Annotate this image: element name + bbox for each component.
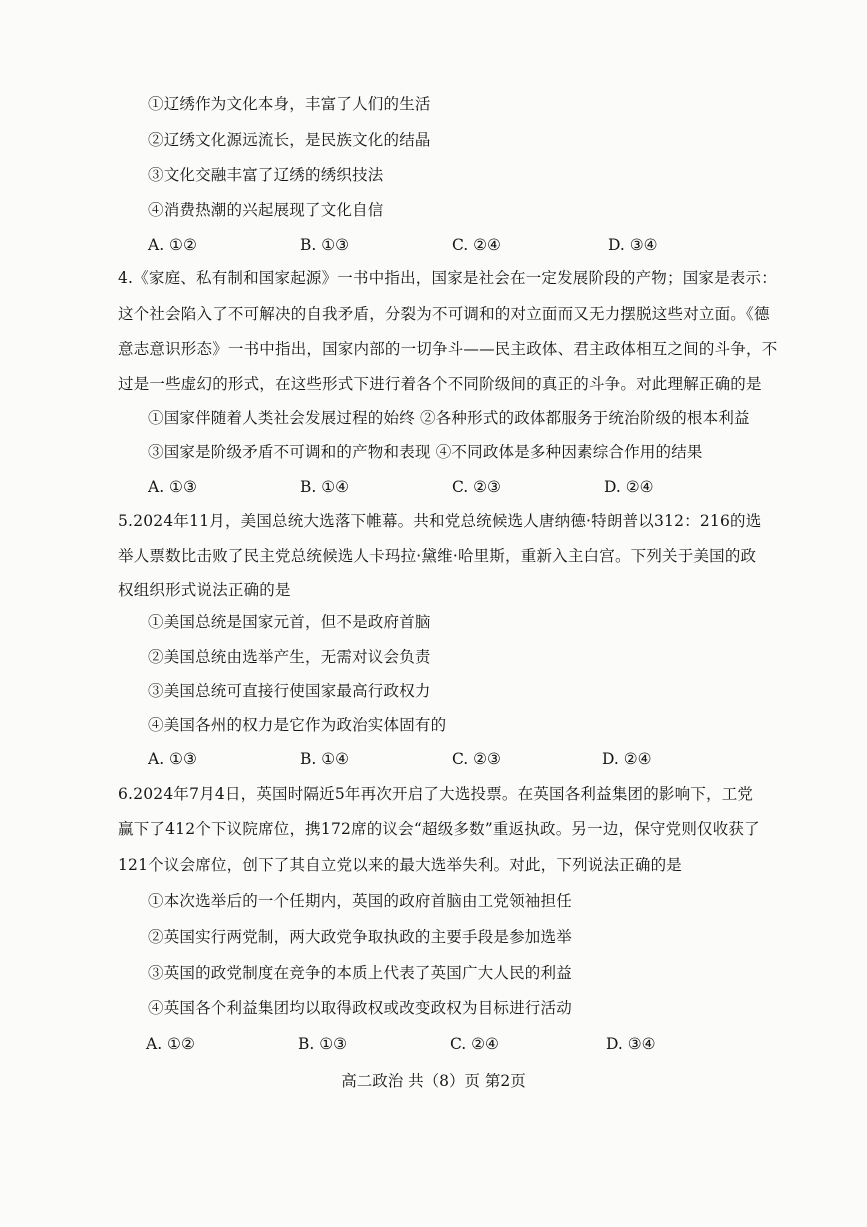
q4-option-c: C. ②③ [452, 478, 501, 496]
q6-statement-4: ④英国各个利益集团均以取得政权或改变政权为目标进行活动 [148, 999, 572, 1017]
q5-option-a: A. ①③ [148, 750, 197, 768]
option-c: C. ②④ [452, 236, 501, 254]
q4-option-b: B. ①④ [300, 478, 350, 496]
statement-1: ①辽绣作为文化本身，丰富了人们的生活 [148, 95, 431, 113]
q4-statements-line-1: ①国家伴随着人类社会发展过程的始终 ②各种形式的政体都服务于统治阶级的根本利益 [148, 409, 750, 427]
q6-statement-2: ②英国实行两党制，两大政党争取执政的主要手段是参加选举 [148, 928, 572, 946]
option-d: D. ③④ [608, 236, 658, 254]
q6-option-b: B. ①③ [298, 1035, 348, 1053]
q5-stem-line-1: 5.2024年11月，美国总统大选落下帷幕。共和党总统候选人唐纳德·特朗普以312：216的选 [118, 512, 762, 530]
statement-3: ③文化交融丰富了辽绣的绣织技法 [148, 166, 384, 184]
q6-statement-3: ③英国的政党制度在竞争的本质上代表了英国广大人民的利益 [148, 964, 572, 982]
q5-statement-4: ④美国各州的权力是它作为政治实体固有的 [148, 716, 447, 734]
q6-stem-line-1: 6.2024年7月4日，英国时隔近5年再次开启了大选投票。在英国各利益集团的影响下，工党 [118, 785, 754, 803]
q5-option-d: D. ②④ [602, 750, 652, 768]
q6-statement-1: ①本次选举后的一个任期内，英国的政府首脑由工党领袖担任 [148, 892, 572, 910]
option-b: B. ①③ [300, 236, 350, 254]
q6-stem-line-2: 赢下了412个下议院席位，携172席的议会“超级多数”重返执政。另一边，保守党则仅收获了 [118, 820, 760, 838]
statement-4: ④消费热潮的兴起展现了文化自信 [148, 201, 384, 219]
q4-option-d: D. ②④ [604, 478, 654, 496]
q4-stem-line-2: 这个社会陷入了不可解决的自我矛盾，分裂为不可调和的对立面而又无力摆脱这些对立面。《德 [118, 305, 770, 323]
q4-stem-line-3: 意志意识形态》一书中指出，国家内部的一切争斗——民主政体、君主政体相互之间的斗争，不 [118, 340, 778, 358]
q6-option-a: A. ①② [146, 1035, 195, 1053]
option-a: A. ①② [148, 236, 197, 254]
q4-stem-line-4: 过是一些虚幻的形式，在这些形式下进行着各个不同阶级间的真正的斗争。对此理解正确的是 [118, 375, 762, 393]
q4-option-a: A. ①③ [148, 478, 197, 496]
q5-option-c: C. ②③ [452, 750, 501, 768]
q5-stem-line-3: 权组织形式说法正确的是 [118, 581, 291, 599]
q4-stem-line-1: 4.《家庭、私有制和国家起源》一书中指出，国家是社会在一定发展阶段的产物；国家是表示： [118, 269, 777, 287]
q6-option-c: C. ②④ [450, 1035, 499, 1053]
q5-stem-line-2: 举人票数比击败了民主党总统候选人卡玛拉·黛维·哈里斯，重新入主白宫。下列关于美国的政 [118, 547, 757, 565]
q5-option-b: B. ①④ [300, 750, 350, 768]
q5-statement-2: ②美国总统由选举产生，无需对议会负责 [148, 648, 431, 666]
q5-statement-1: ①美国总统是国家元首，但不是政府首脑 [148, 613, 431, 631]
q6-option-d: D. ③④ [606, 1035, 656, 1053]
statement-2: ②辽绣文化源远流长，是民族文化的结晶 [148, 131, 431, 149]
q4-statements-line-2: ③国家是阶级矛盾不可调和的产物和表现 ④不同政体是多种因素综合作用的结果 [148, 443, 703, 461]
page-footer: 高二政治 共（8）页 第2页 [341, 1072, 526, 1090]
q6-stem-line-3: 121个议会席位，创下了其自立党以来的最大选举失利。对此，下列说法正确的是 [118, 856, 682, 874]
q5-statement-3: ③美国总统可直接行使国家最高行政权力 [148, 682, 431, 700]
